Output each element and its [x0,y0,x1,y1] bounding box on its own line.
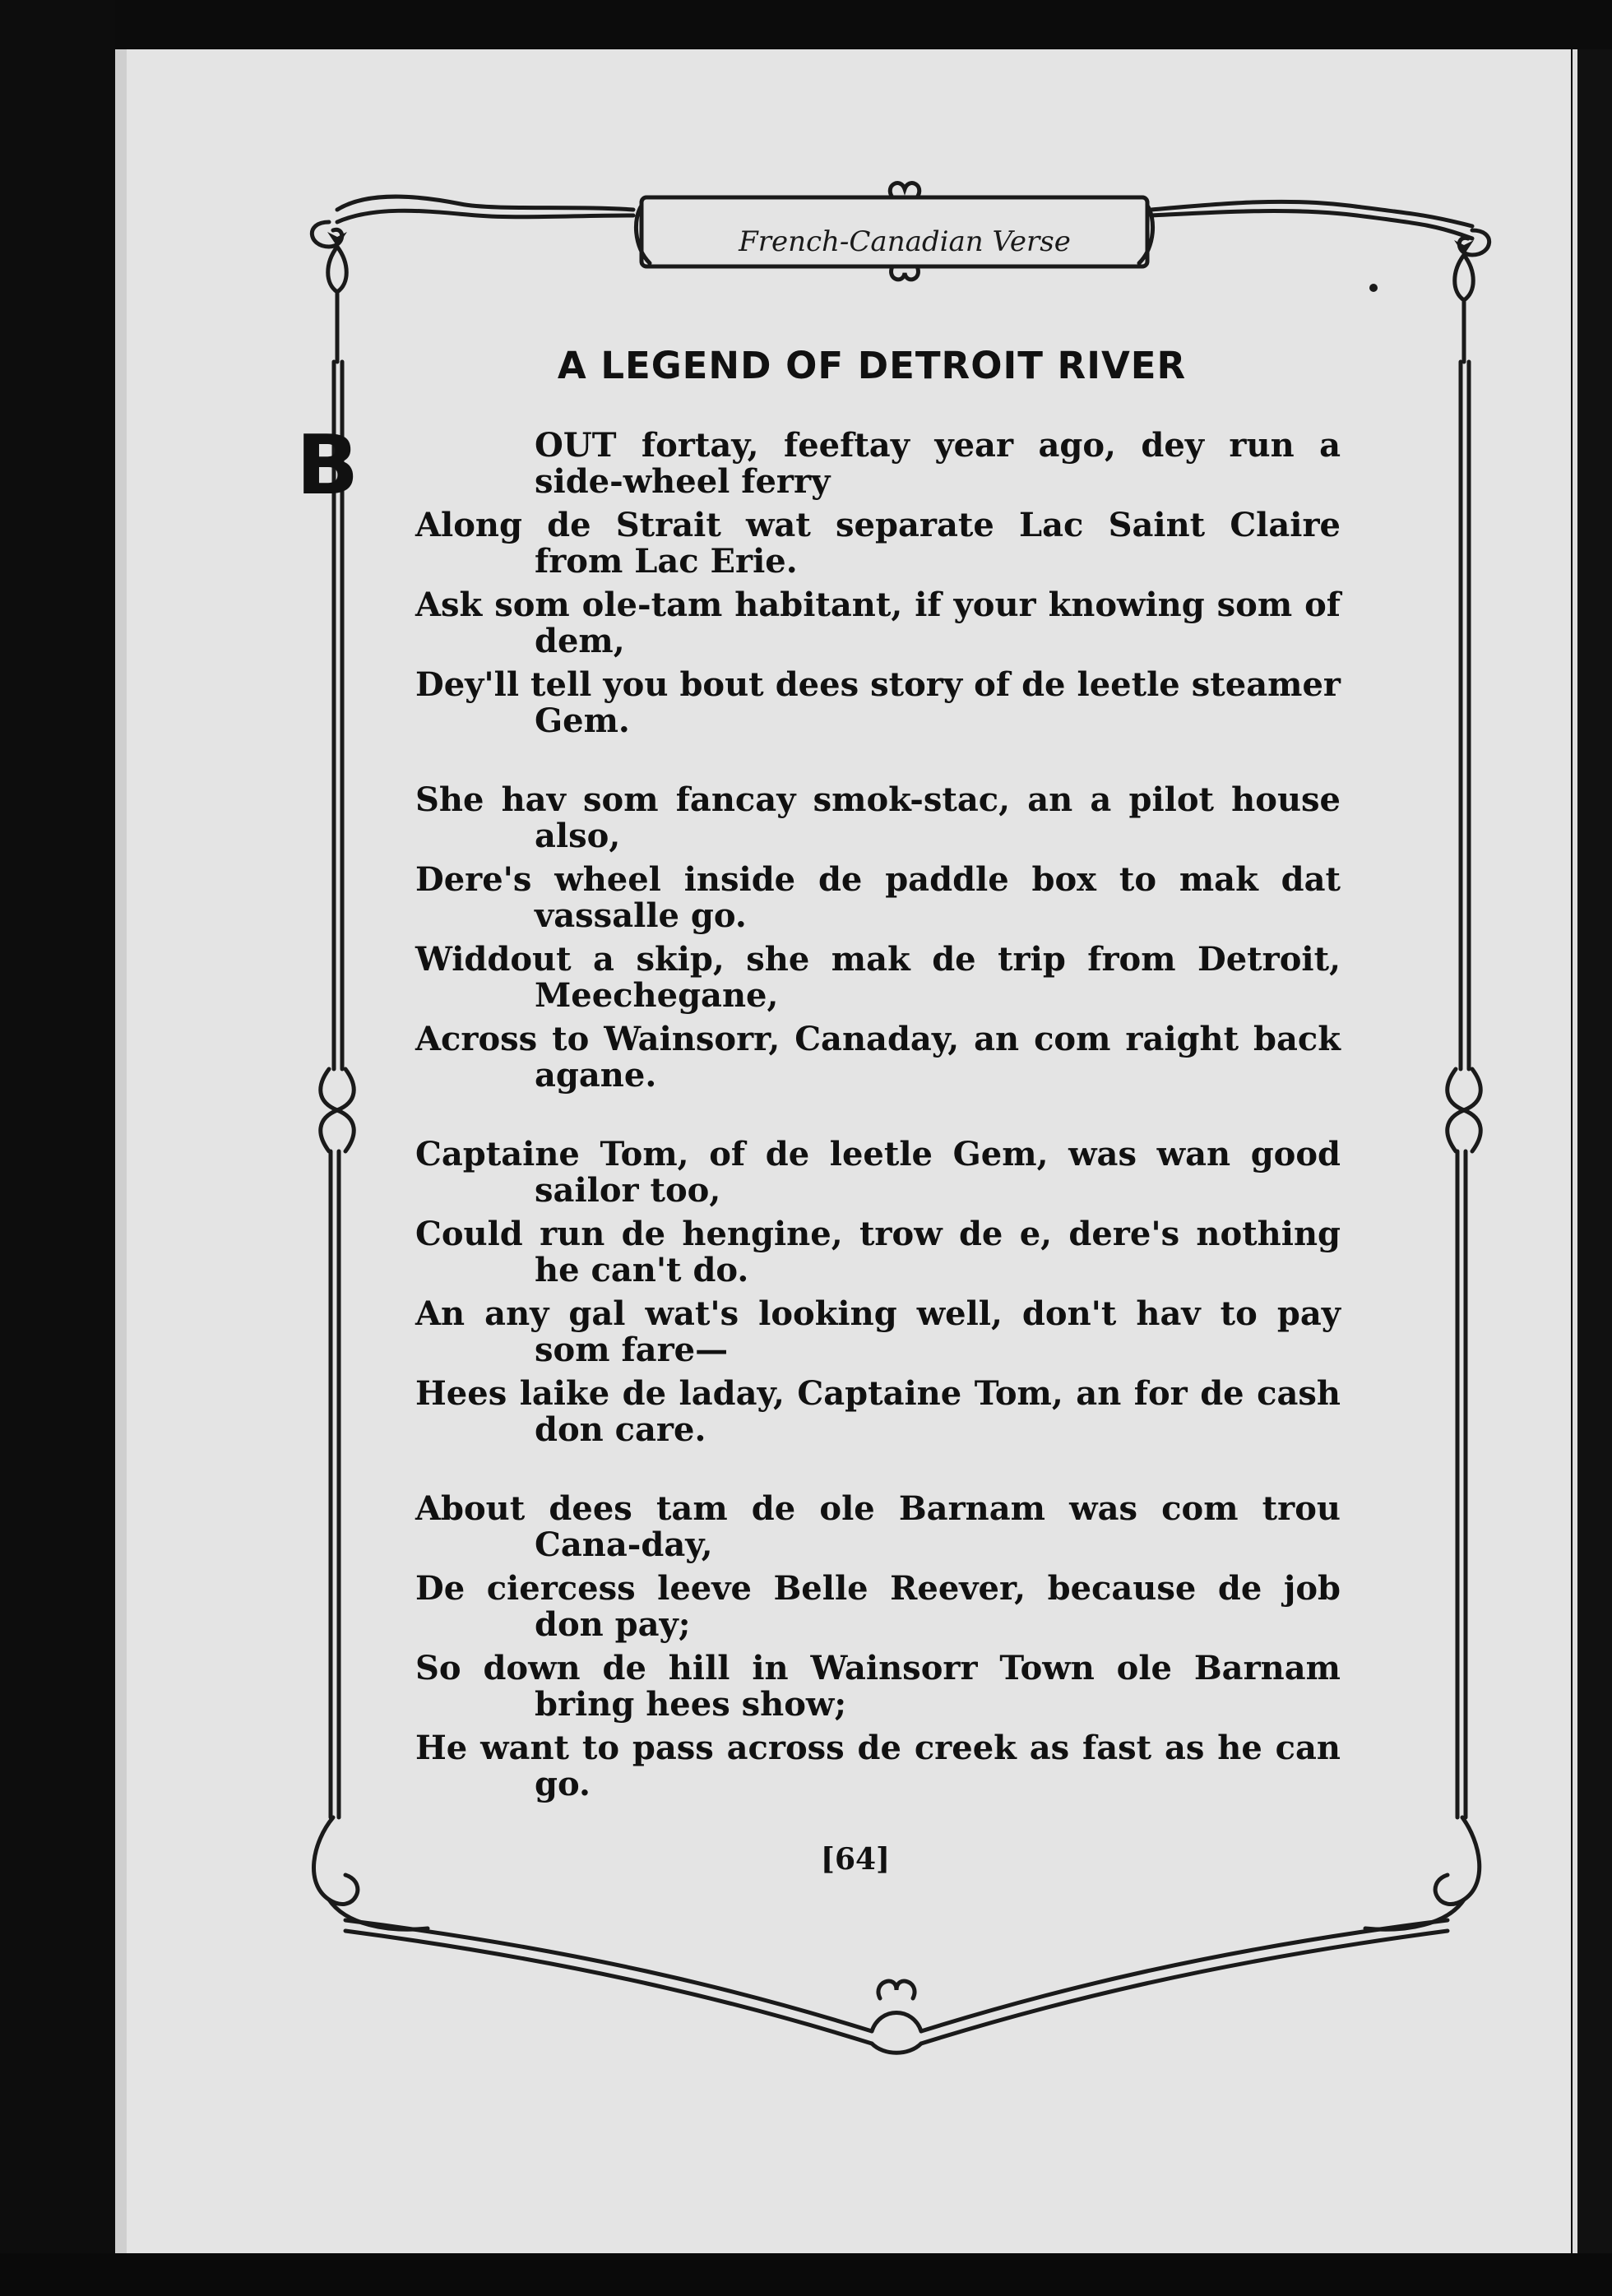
poem-line: Dere's wheel inside de paddle box to mak dat vassalle go. [415,860,1341,935]
poem-line: De ciercess leeve Belle Reever, because de job don pay; [415,1569,1341,1644]
poem-line: So down de hill in Wainsorr Town ole Barnam bring hees show; [415,1649,1341,1724]
poem-line: Along de Strait wat separate Lac Saint Claire from Lac Erie. [415,506,1341,581]
poem-line: He want to pass across de creek as fast as he can go. [415,1729,1341,1803]
fleur-de-lis-left-icon [327,232,347,247]
poem-line: About dees tam de ole Barnam was com trou Cana-day, [415,1489,1341,1564]
page-number: [64] [820,1842,891,1877]
poem-line: Ask som ole-tam habitant, if your knowing som of dem, [415,586,1341,660]
stanza-1 [296,417,1341,740]
line-text: OUT fortay, feeftay year ago, dey run a side-wheel ferry [535,426,1341,501]
poem-line: Could run de hengine, trow de e, dere's nothing he can't do. [415,1215,1341,1289]
poem-line: She hav som fancay smok-stac, an a pilot house also, [415,780,1341,855]
poem-line: Across to Wainsorr, Canaday, an com raight back agane. [415,1020,1341,1095]
poem-line: Hees laike de laday, Captaine Tom, an for de cash don care. [415,1374,1341,1449]
stanza-3 [415,1136,1341,1448]
poem-body [296,417,1341,1845]
stanza-4 [415,1491,1341,1803]
drop-cap: B [296,417,359,513]
poem-line [296,417,1341,513]
fleur-de-lis-right-icon [1454,240,1474,255]
poem-line: Dey'll tell you bout dees story of de leetle steamer Gem. [415,665,1341,740]
poem-line: Widdout a skip, she mak de trip from Detroit, Meechegane, [415,940,1341,1015]
poem-title: A LEGEND OF DETROIT RIVER [557,344,1187,387]
running-title: French-Canadian Verse [739,225,1071,258]
poem-line: Captaine Tom, of de leetle Gem, was wan good sailor too, [415,1135,1341,1210]
poem-line: An any gal wat's looking well, don't hav to pay som fare— [415,1294,1341,1369]
stanza-2 [415,782,1341,1094]
